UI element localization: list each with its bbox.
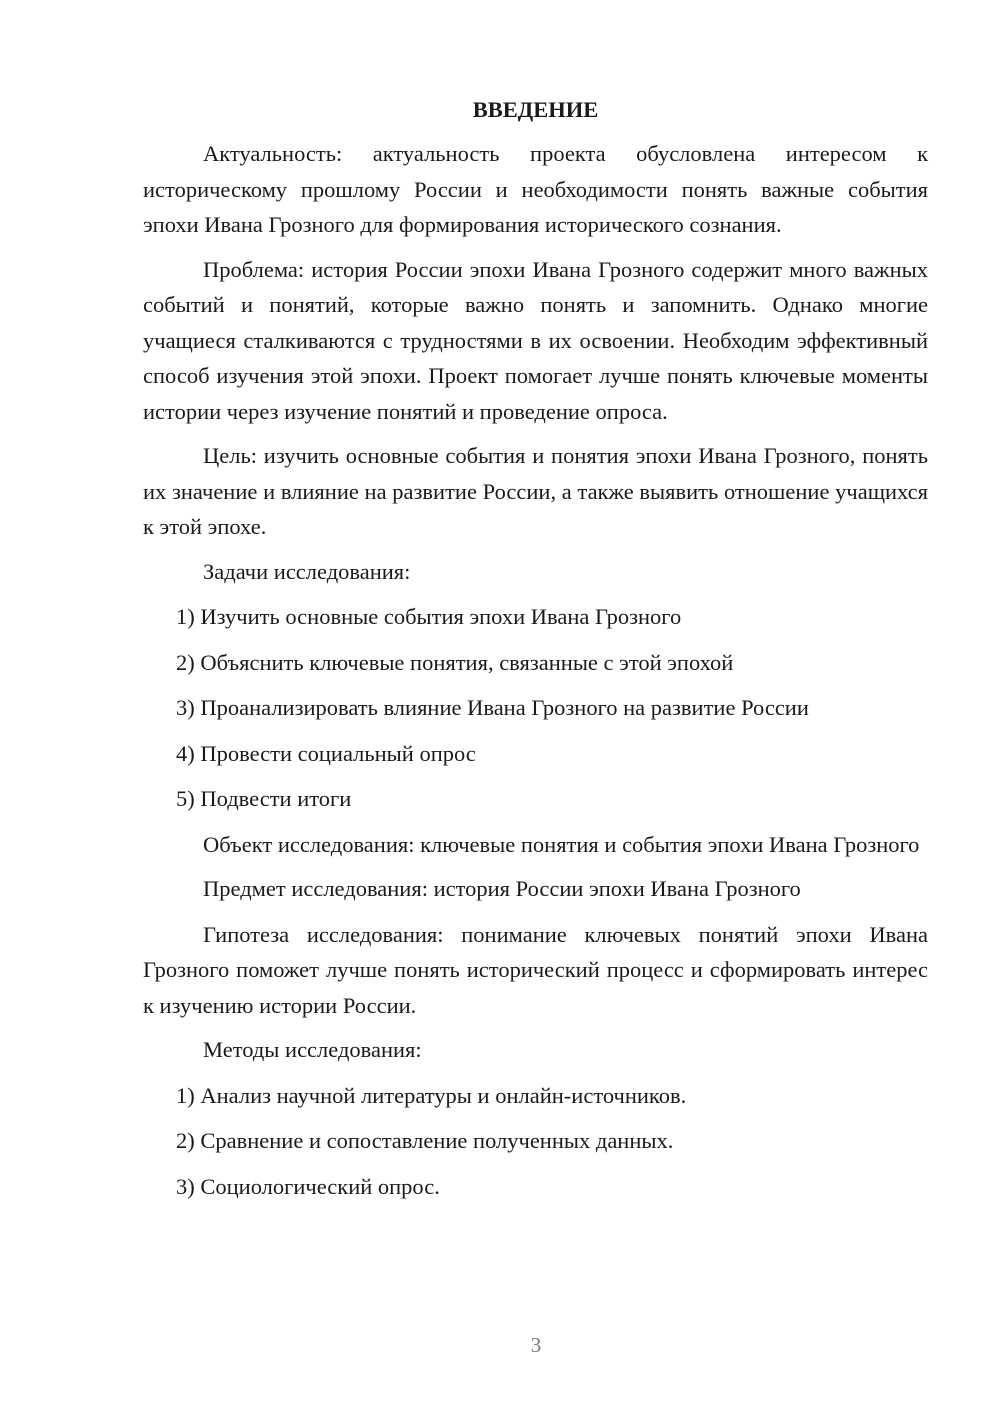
list-item: 2) Объяснить ключевые понятия, связанные с этой эпохой bbox=[176, 649, 734, 675]
section-heading: ВВЕДЕНИЕ bbox=[472, 97, 599, 122]
object-paragraph: Объект исследования: ключевые понятия и события эпохи Ивана Грозного bbox=[203, 831, 920, 857]
list-item: 1) Анализ научной литературы и онлайн-источников. bbox=[176, 1082, 687, 1108]
page-number: 3 bbox=[530, 1333, 542, 1357]
list-item: 1) Изучить основные события эпохи Ивана Грозного bbox=[176, 604, 682, 629]
list-item: 5) Подвести итоги bbox=[176, 786, 352, 811]
document-page bbox=[143, 95, 928, 1214]
tasks-list bbox=[143, 599, 928, 817]
subject-paragraph: Предмет исследования: история России эпохи Ивана Грозного bbox=[203, 876, 801, 901]
relevance-paragraph: Актуальность: актуальность проекта обусловлена интересом к историческому прошлому России и необходимости понять важные события эпохи Ивана Грозного для формирования исторического сознания. bbox=[143, 141, 928, 237]
tasks-title: Задачи исследования: bbox=[203, 558, 411, 584]
problem-paragraph: Проблема: история России эпохи Ивана Грозного содержит много важных событий и понятий, которые важно понять и запомнить. Однако многие учащиеся сталкиваются с трудностями в их освоении. Необходим эффективный способ изучения этой эпохи. Проект помогает лучше понять ключевые моменты истории через изучение понятий и проведение опроса. bbox=[143, 256, 928, 424]
goal-paragraph: Цель: изучить основные события и понятия эпохи Ивана Грозного, понять их значение и влияние на развитие России, а также выявить отношение учащихся к этой эпохе. bbox=[143, 443, 928, 539]
methods-list bbox=[143, 1078, 928, 1205]
methods-title: Методы исследования: bbox=[203, 1037, 422, 1062]
list-item: 3) Социологический опрос. bbox=[176, 1173, 440, 1199]
list-item: 2) Сравнение и сопоставление полученных данных. bbox=[176, 1128, 674, 1153]
list-item: 3) Проанализировать влияние Ивана Грозного на развитие России bbox=[176, 695, 809, 720]
list-item: 4) Провести социальный опрос bbox=[176, 740, 476, 766]
hypothesis-paragraph: Гипотеза исследования: понимание ключевых понятий эпохи Ивана Грозного поможет лучше понять исторический процесс и сформировать интерес к изучению истории России. bbox=[143, 921, 928, 1018]
